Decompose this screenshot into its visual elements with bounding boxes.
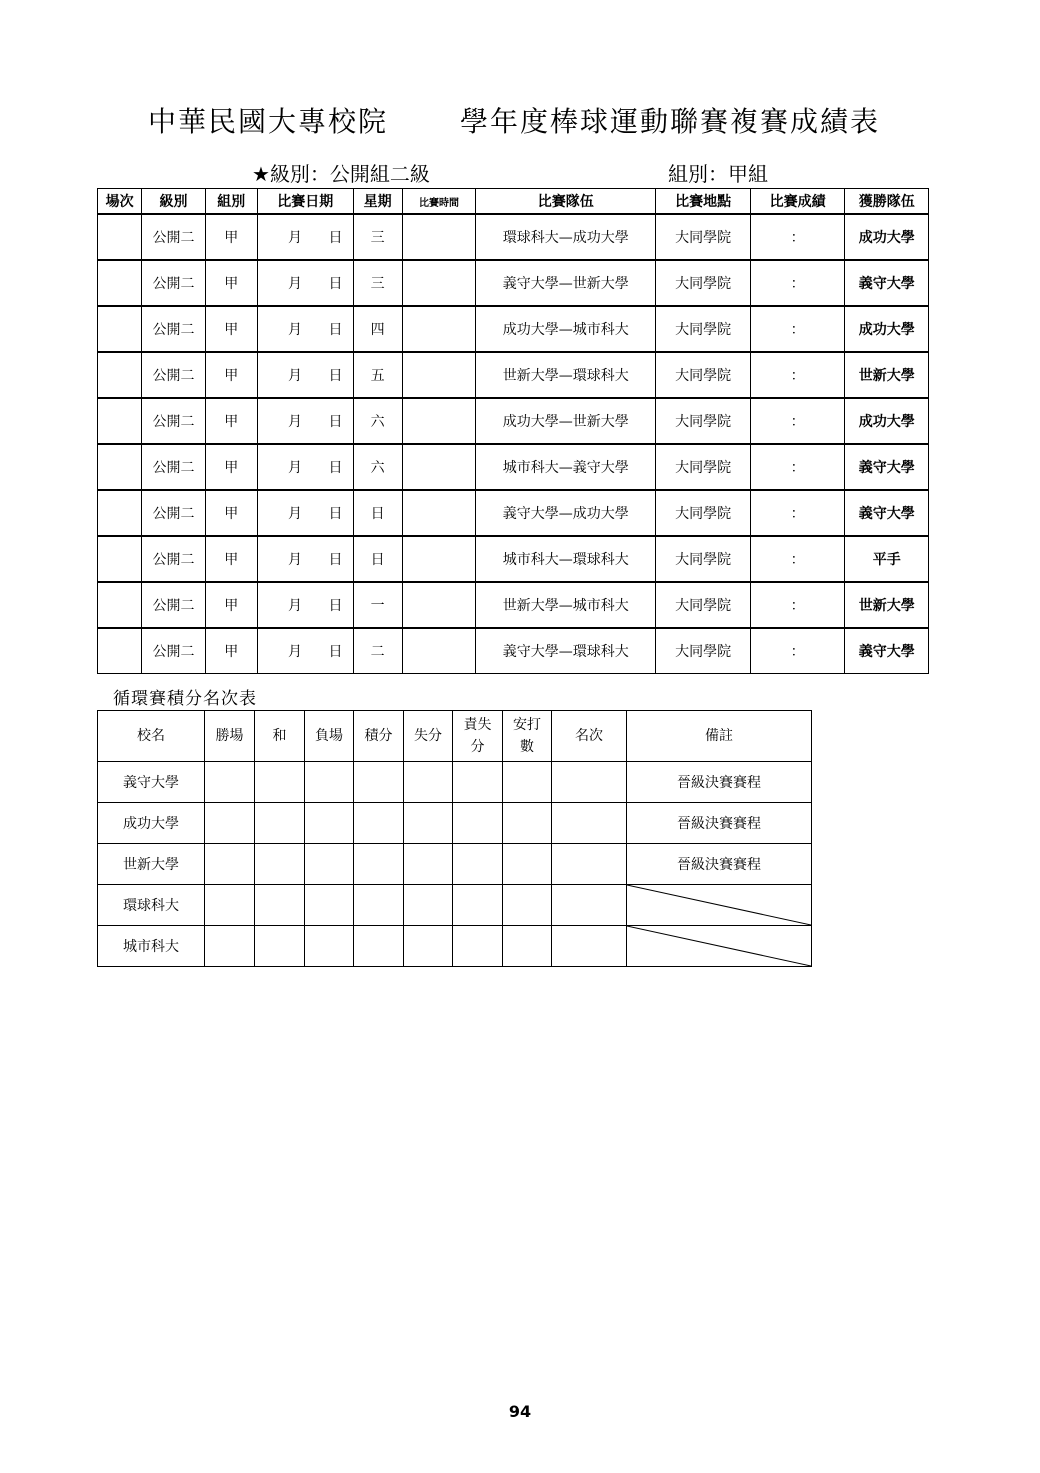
match-no-cell [98, 260, 142, 306]
match-no-cell [98, 398, 142, 444]
points-cell [354, 803, 404, 844]
weekday-cell: 二 [353, 628, 402, 674]
date-cell [257, 260, 353, 306]
match-no-cell [98, 536, 142, 582]
date-fields [258, 365, 353, 385]
earned-runs-cell [453, 762, 503, 803]
ties-cell [255, 844, 305, 885]
date-fields [258, 227, 353, 247]
month-label: 月 [287, 414, 302, 430]
earned-runs-cell [453, 926, 503, 967]
group-cell: 甲 [205, 352, 257, 398]
schedule-row [98, 260, 929, 306]
runs-allowed-cell [404, 803, 453, 844]
header-match-no: 場次 [98, 189, 142, 215]
header-time: 比賽時間 [402, 189, 475, 215]
losses-cell [305, 885, 354, 926]
level-cell: 公開二 [142, 214, 205, 260]
teams-cell: 城市科大—義守大學 [476, 444, 656, 490]
date-cell [257, 582, 353, 628]
runs-allowed-cell [404, 844, 453, 885]
ranking-row [98, 885, 812, 926]
group-cell: 甲 [205, 398, 257, 444]
match-no-cell [98, 306, 142, 352]
hits-cell [503, 762, 552, 803]
level-cell: 公開二 [142, 628, 205, 674]
teams-cell: 城市科大—環球科大 [476, 536, 656, 582]
venue-cell: 大同學院 [656, 398, 751, 444]
star-icon: ★ [252, 162, 270, 186]
score-cell: ： [750, 214, 845, 260]
group-cell: 甲 [205, 490, 257, 536]
rank-cell [552, 762, 627, 803]
match-no-cell [98, 214, 142, 260]
teams-cell: 世新大學—城市科大 [476, 582, 656, 628]
school-name-cell: 成功大學 [98, 803, 205, 844]
level-cell: 公開二 [142, 352, 205, 398]
date-fields [258, 457, 353, 477]
time-cell [402, 490, 475, 536]
ranking-row [98, 844, 812, 885]
teams-cell: 義守大學—成功大學 [476, 490, 656, 536]
month-label: 月 [287, 460, 302, 476]
header-venue: 比賽地點 [656, 189, 751, 215]
level-cell: 公開二 [142, 490, 205, 536]
schedule-row [98, 214, 929, 260]
remarks-cell: 晉級決賽賽程 [627, 803, 812, 844]
group-cell: 甲 [205, 260, 257, 306]
rank-cell [552, 803, 627, 844]
time-cell [402, 536, 475, 582]
winner-cell: 義守大學 [845, 490, 929, 536]
winner-cell: 世新大學 [845, 352, 929, 398]
header-losses: 負場 [305, 711, 354, 762]
wins-cell [205, 885, 255, 926]
header-group: 組別 [205, 189, 257, 215]
weekday-cell: 四 [353, 306, 402, 352]
date-fields [258, 641, 353, 661]
venue-cell: 大同學院 [656, 444, 751, 490]
date-fields [258, 549, 353, 569]
wins-cell [205, 762, 255, 803]
rank-cell [552, 885, 627, 926]
weekday-cell: 三 [353, 214, 402, 260]
points-cell [354, 844, 404, 885]
header-wins: 勝場 [205, 711, 255, 762]
score-cell: ： [750, 536, 845, 582]
runs-allowed-cell [404, 762, 453, 803]
ties-cell [255, 803, 305, 844]
date-cell [257, 444, 353, 490]
ranking-row [98, 926, 812, 967]
time-cell [402, 260, 475, 306]
header-date: 比賽日期 [257, 189, 353, 215]
month-label: 月 [287, 276, 302, 292]
header-teams: 比賽隊伍 [476, 189, 656, 215]
month-label: 月 [287, 230, 302, 246]
teams-cell: 成功大學—世新大學 [476, 398, 656, 444]
header-rank: 名次 [552, 711, 627, 762]
schedule-row [98, 306, 929, 352]
schedule-row [98, 582, 929, 628]
header-winner: 獲勝隊伍 [845, 189, 929, 215]
header-remarks: 備註 [627, 711, 812, 762]
ranking-row [98, 803, 812, 844]
page-title [0, 100, 1040, 144]
match-no-cell [98, 628, 142, 674]
score-cell: ： [750, 628, 845, 674]
match-no-cell [98, 582, 142, 628]
slash-line [627, 926, 811, 966]
winner-cell: 成功大學 [845, 398, 929, 444]
match-no-cell [98, 444, 142, 490]
winner-cell: 成功大學 [845, 214, 929, 260]
group-cell: 甲 [205, 444, 257, 490]
runs-allowed-cell [404, 926, 453, 967]
schedule-row [98, 628, 929, 674]
time-cell [402, 306, 475, 352]
group-cell: 甲 [205, 536, 257, 582]
score-cell: ： [750, 490, 845, 536]
level-cell: 公開二 [142, 582, 205, 628]
day-label: 日 [328, 506, 343, 522]
losses-cell [305, 926, 354, 967]
header-level: 級別 [142, 189, 205, 215]
score-cell: ： [750, 444, 845, 490]
teams-cell: 環球科大—成功大學 [476, 214, 656, 260]
level-cell: 公開二 [142, 260, 205, 306]
match-no-cell [98, 490, 142, 536]
rank-cell [552, 926, 627, 967]
level-heading [252, 158, 430, 186]
winner-cell: 成功大學 [845, 306, 929, 352]
date-cell [257, 490, 353, 536]
month-label: 月 [287, 368, 302, 384]
title-part-1: 中華民國大專校院 [148, 105, 389, 138]
hits-cell [503, 885, 552, 926]
venue-cell: 大同學院 [656, 352, 751, 398]
group-cell: 甲 [205, 582, 257, 628]
header-score: 比賽成績 [750, 189, 845, 215]
earned-runs-cell [453, 885, 503, 926]
points-cell [354, 885, 404, 926]
venue-cell: 大同學院 [656, 582, 751, 628]
level-cell: 公開二 [142, 444, 205, 490]
header-school: 校名 [98, 711, 205, 762]
weekday-cell: 日 [353, 490, 402, 536]
level-cell: 公開二 [142, 398, 205, 444]
winner-cell: 義守大學 [845, 444, 929, 490]
diagonal-slash [627, 926, 811, 966]
schedule-header-row [98, 189, 929, 215]
teams-cell: 成功大學—城市科大 [476, 306, 656, 352]
hits-cell [503, 926, 552, 967]
header-weekday: 星期 [353, 189, 402, 215]
date-cell [257, 306, 353, 352]
time-cell [402, 444, 475, 490]
page-number: 94 [508, 1402, 532, 1421]
ranking-row [98, 762, 812, 803]
weekday-cell: 三 [353, 260, 402, 306]
day-label: 日 [328, 414, 343, 430]
points-cell [354, 762, 404, 803]
round-robin-caption: 循環賽積分名次表 [113, 689, 257, 709]
group-heading: 組別：甲組 [668, 162, 768, 186]
group-cell: 甲 [205, 214, 257, 260]
month-label: 月 [287, 552, 302, 568]
date-fields [258, 319, 353, 339]
day-label: 日 [328, 322, 343, 338]
venue-cell: 大同學院 [656, 536, 751, 582]
winner-cell: 平手 [845, 536, 929, 582]
date-fields [258, 273, 353, 293]
month-label: 月 [287, 506, 302, 522]
date-cell [257, 214, 353, 260]
ties-cell [255, 762, 305, 803]
venue-cell: 大同學院 [656, 260, 751, 306]
losses-cell [305, 762, 354, 803]
schedule-row [98, 352, 929, 398]
winner-cell: 世新大學 [845, 582, 929, 628]
schedule-row [98, 490, 929, 536]
winner-cell: 義守大學 [845, 260, 929, 306]
group-cell: 甲 [205, 306, 257, 352]
weekday-cell: 六 [353, 398, 402, 444]
date-cell [257, 398, 353, 444]
points-cell [354, 926, 404, 967]
runs-allowed-cell [404, 885, 453, 926]
teams-cell: 義守大學—環球科大 [476, 628, 656, 674]
remarks-cell [627, 885, 812, 926]
date-fields [258, 411, 353, 431]
weekday-cell: 六 [353, 444, 402, 490]
hits-cell [503, 803, 552, 844]
header-earned-runs: 責失分 [453, 711, 503, 762]
earned-runs-cell [453, 844, 503, 885]
score-cell: ： [750, 352, 845, 398]
day-label: 日 [328, 368, 343, 384]
date-fields [258, 595, 353, 615]
venue-cell: 大同學院 [656, 214, 751, 260]
group-cell: 甲 [205, 628, 257, 674]
rank-cell [552, 844, 627, 885]
weekday-cell: 五 [353, 352, 402, 398]
day-label: 日 [328, 644, 343, 660]
date-cell [257, 628, 353, 674]
day-label: 日 [328, 276, 343, 292]
school-name-cell: 世新大學 [98, 844, 205, 885]
schedule-row [98, 444, 929, 490]
slash-line [627, 885, 811, 925]
schedule-table [97, 188, 929, 674]
wins-cell [205, 844, 255, 885]
losses-cell [305, 844, 354, 885]
time-cell [402, 582, 475, 628]
school-name-cell: 環球科大 [98, 885, 205, 926]
date-cell [257, 536, 353, 582]
score-cell: ： [750, 582, 845, 628]
day-label: 日 [328, 460, 343, 476]
wins-cell [205, 926, 255, 967]
date-cell [257, 352, 353, 398]
score-cell: ： [750, 398, 845, 444]
level-cell: 公開二 [142, 536, 205, 582]
level-text: 級別：公開組二級 [269, 162, 430, 186]
score-cell: ： [750, 306, 845, 352]
day-label: 日 [328, 230, 343, 246]
header-runs-allowed: 失分 [404, 711, 453, 762]
score-cell: ： [750, 260, 845, 306]
remarks-cell: 晉級決賽賽程 [627, 844, 812, 885]
winner-cell: 義守大學 [845, 628, 929, 674]
time-cell [402, 352, 475, 398]
date-fields [258, 503, 353, 523]
hits-cell [503, 844, 552, 885]
time-cell [402, 214, 475, 260]
match-no-cell [98, 352, 142, 398]
weekday-cell: 日 [353, 536, 402, 582]
earned-runs-cell [453, 803, 503, 844]
schedule-row [98, 536, 929, 582]
round-robin-table [97, 710, 812, 967]
school-name-cell: 義守大學 [98, 762, 205, 803]
wins-cell [205, 803, 255, 844]
day-label: 日 [328, 598, 343, 614]
losses-cell [305, 803, 354, 844]
month-label: 月 [287, 644, 302, 660]
weekday-cell: 一 [353, 582, 402, 628]
venue-cell: 大同學院 [656, 628, 751, 674]
venue-cell: 大同學院 [656, 490, 751, 536]
venue-cell: 大同學院 [656, 306, 751, 352]
header-points: 積分 [354, 711, 404, 762]
time-cell [402, 628, 475, 674]
month-label: 月 [287, 598, 302, 614]
header-hits: 安打數 [503, 711, 552, 762]
ties-cell [255, 885, 305, 926]
teams-cell: 世新大學—環球科大 [476, 352, 656, 398]
title-part-2: 學年度棒球運動聯賽複賽成績表 [460, 105, 881, 138]
time-cell [402, 398, 475, 444]
round-robin-header-row [98, 711, 812, 762]
remarks-cell [627, 926, 812, 967]
day-label: 日 [328, 552, 343, 568]
level-cell: 公開二 [142, 306, 205, 352]
remarks-cell: 晉級決賽賽程 [627, 762, 812, 803]
school-name-cell: 城市科大 [98, 926, 205, 967]
header-ties: 和 [255, 711, 305, 762]
teams-cell: 義守大學—世新大學 [476, 260, 656, 306]
diagonal-slash [627, 885, 811, 925]
schedule-row [98, 398, 929, 444]
ties-cell [255, 926, 305, 967]
month-label: 月 [287, 322, 302, 338]
